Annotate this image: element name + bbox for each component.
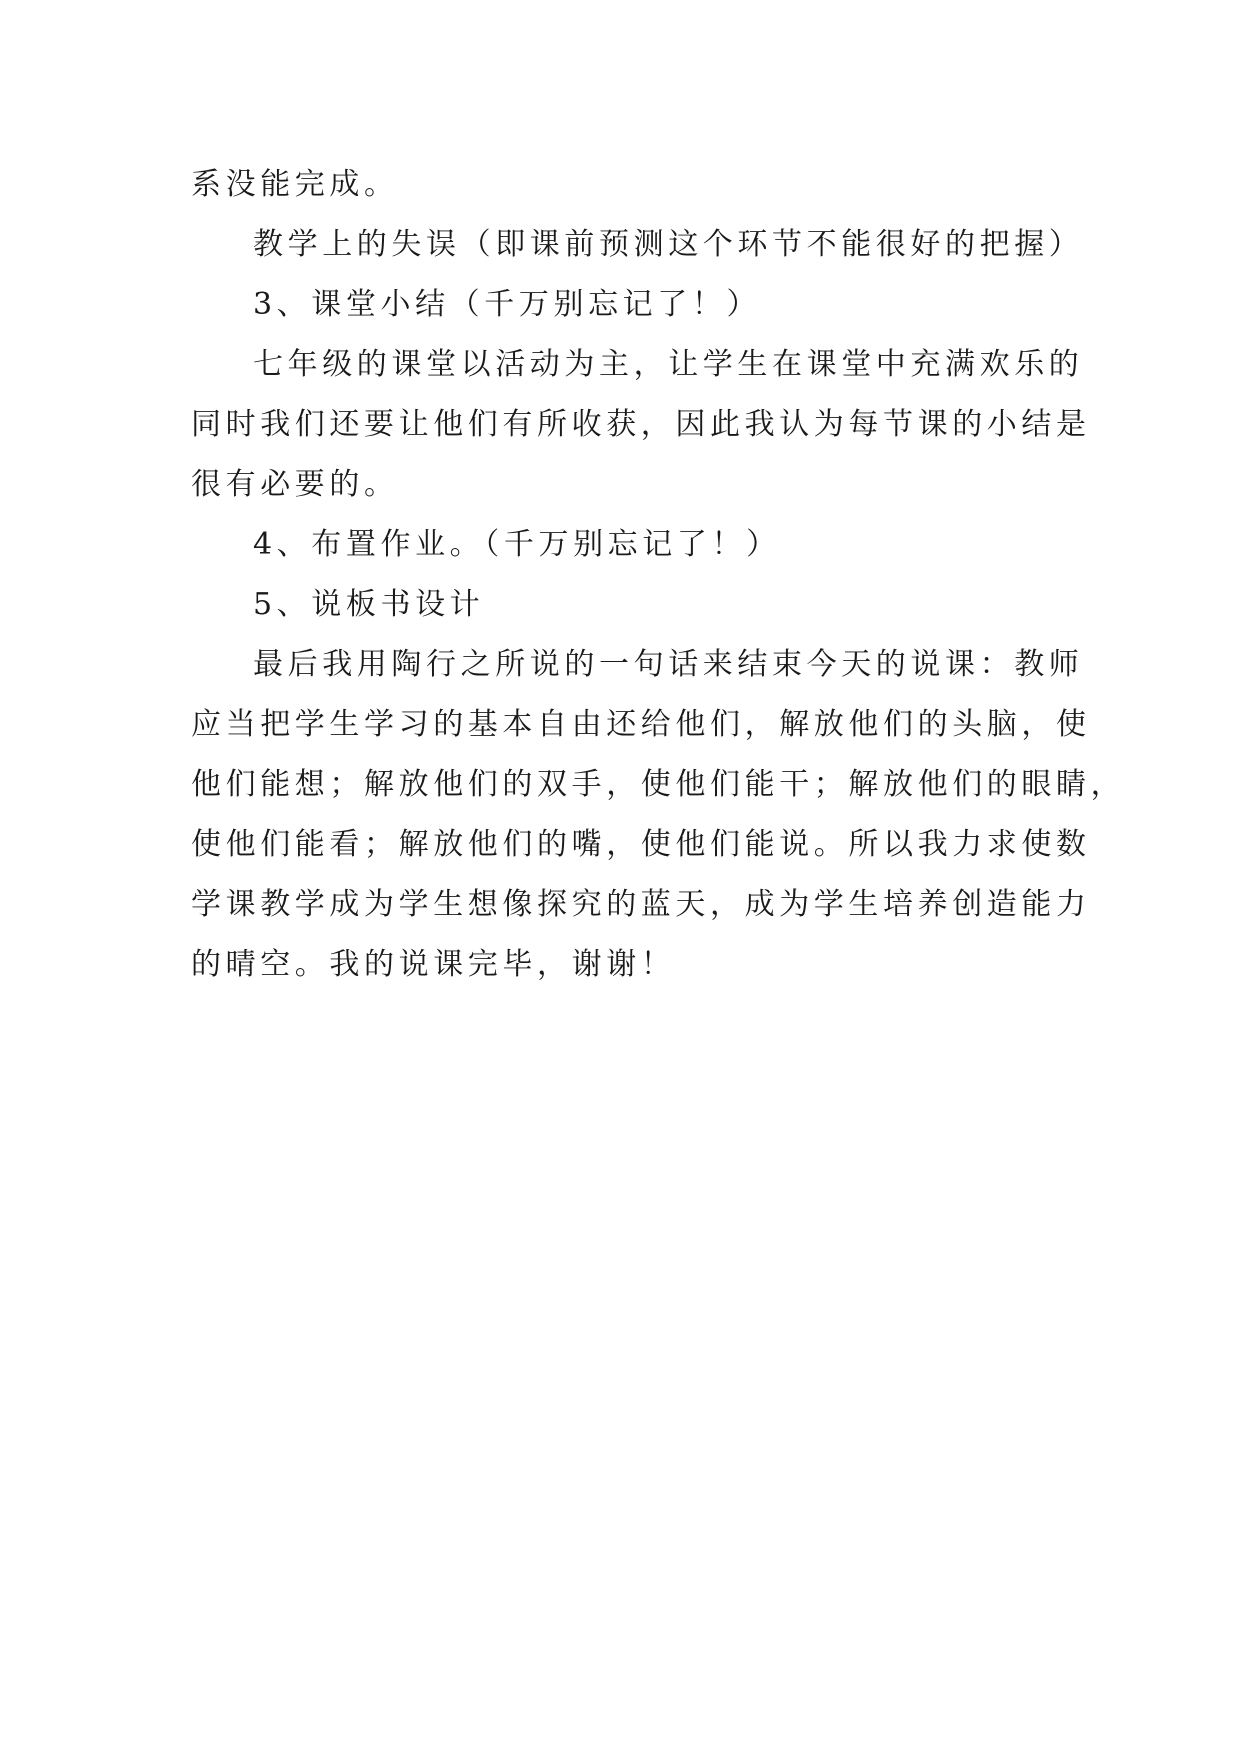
text-line: 的晴空。我的说课完毕，谢谢！ — [191, 947, 676, 982]
section-heading: 3、课堂小结（千万别忘记了！） — [253, 287, 762, 322]
text-line: 他们能想；解放他们的双手，使他们能干；解放他们的眼睛， — [191, 767, 1126, 802]
text-line: 教学上的失误（即课前预测这个环节不能很好的把握） — [253, 227, 1084, 262]
section-heading: 5、说板书设计 — [253, 587, 485, 622]
text-line: 七年级的课堂以活动为主，让学生在课堂中充满欢乐的 — [253, 347, 1084, 382]
text-line: 使他们能看；解放他们的嘴，使他们能说。所以我力求使数 — [191, 827, 1091, 862]
text-line: 同时我们还要让他们有所收获，因此我认为每节课的小结是 — [191, 407, 1091, 442]
text-line: 很有必要的。 — [191, 467, 399, 502]
text-line: 最后我用陶行之所说的一句话来结束今天的说课：教师 — [253, 647, 1084, 682]
section-heading: 4、布置作业。（千万别忘记了！） — [253, 527, 781, 562]
text-line: 应当把学生学习的基本自由还给他们，解放他们的头脑，使 — [191, 707, 1091, 742]
document-body — [191, 155, 1126, 995]
text-line: 系没能完成。 — [191, 167, 399, 202]
text-line: 学课教学成为学生想像探究的蓝天，成为学生培养创造能力 — [191, 887, 1091, 922]
